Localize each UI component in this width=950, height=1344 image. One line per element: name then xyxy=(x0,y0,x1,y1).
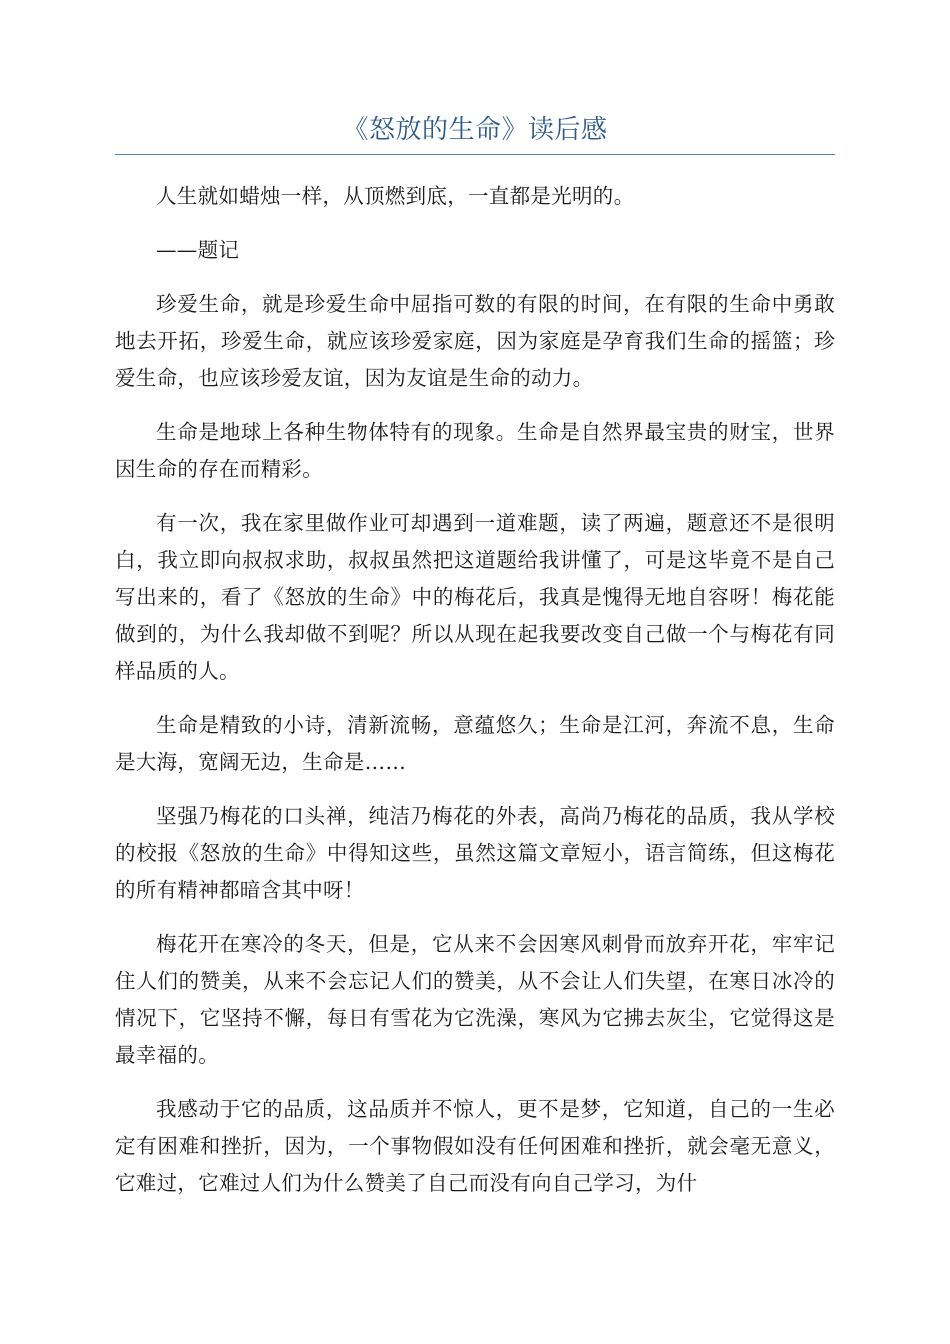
document-page xyxy=(115,0,835,1219)
body-paragraph: 生命是地球上各种生物体特有的现象。生命是自然界最宝贵的财宝，世界因生命的存在而精彩。 xyxy=(115,420,835,481)
body-paragraph: 梅花开在寒冷的冬天，但是，它从来不会因寒风刺骨而放弃开花，牢牢记住人们的赞美，从来不会忘记人们的赞美，从不会让人们失望，在寒日冰冷的情况下，它坚持不懈，每日有雪花为它洗澡，寒风为它拂去灰尘，它觉得这是最幸福的。 xyxy=(115,932,835,1067)
body-paragraph: 我感动于它的品质，这品质并不惊人，更不是梦，它知道，自己的一生必定有困难和挫折，因为，一个事物假如没有任何困难和挫折，就会毫无意义，它难过，它难过人们为什么赞美了自己而没有向自己学习，为什 xyxy=(115,1097,835,1195)
body-paragraph: 珍爱生命，就是珍爱生命中屈指可数的有限的时间，在有限的生命中勇敢地去开拓，珍爱生命，就应该珍爱家庭，因为家庭是孕育我们生命的摇篮；珍爱生命，也应该珍爱友谊，因为友谊是生命的动力。 xyxy=(115,292,835,390)
body-paragraph: 有一次，我在家里做作业可却遇到一道难题，读了两遍，题意还不是很明白，我立即向叔叔求助，叔叔虽然把这道题给我讲懂了，可是这毕竟不是自己写出来的，看了《怒放的生命》中的梅花后，我真是愧得无地自容呀！梅花能做到的，为什么我却做不到呢？所以从现在起我要改变自己做一个与梅花有同样品质的人。 xyxy=(115,511,835,683)
body-paragraph: 坚强乃梅花的口头禅，纯洁乃梅花的外表，高尚乃梅花的品质，我从学校的校报《怒放的生命》中得知这些，虽然这篇文章短小，语言简练，但这梅花的所有精神都暗含其中呀！ xyxy=(115,804,835,902)
body-paragraph: 生命是精致的小诗，清新流畅，意蕴悠久；生命是江河，奔流不息，生命是大海，宽阔无边，生命是…… xyxy=(115,713,835,774)
document-title: 《怒放的生命》读后感 xyxy=(342,115,608,145)
title-underline xyxy=(115,154,835,155)
document-body xyxy=(115,178,835,1202)
epigraph-attribution: ——题记 xyxy=(156,238,240,262)
epigraph-line: 人生就如蜡烛一样，从顶燃到底，一直都是光明的。 xyxy=(156,184,635,208)
